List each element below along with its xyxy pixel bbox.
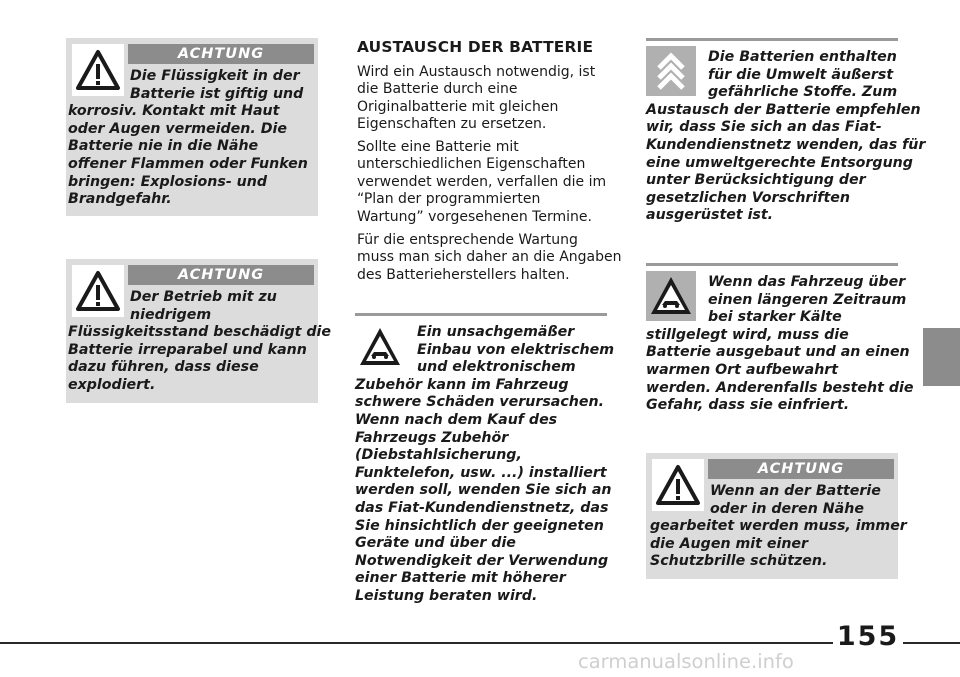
warning-text: Der Betrieb mit zu niedrigem Flüssigkeitsstand beschädigt die Batterie irreparabel und kann dazu führen, dass diese explodiert.: [68, 289, 332, 393]
warning-box-goggles: [646, 453, 907, 579]
warning-box-liquid: [66, 38, 318, 216]
watermark: carmanualsonline.info: [578, 650, 794, 673]
footer-rule: [0, 642, 960, 644]
achtung-badge: ACHTUNG: [708, 459, 894, 479]
warning-box-low-fluid: [66, 259, 332, 403]
achtung-badge: ACHTUNG: [128, 44, 314, 64]
divider: [646, 263, 898, 266]
divider: [355, 313, 607, 316]
accessory-note-text: Ein unsachgemäßer Einbau von elektrischem und elektronischem Zubehör kann im Fahrzeug schwere Schäden verursachen. Wenn nach dem Kauf des Fahrzeugs Zubehör (Diebstahlsicherung, Funktelefon, usw. ...) installiert werden soll, wenden Sie sich an das Fiat-Kundendienstnetz, das Sie hinsichtlich der geeigneten Geräte und über die Notwendigkeit der Verwendung einer Batterie mit höherer Leistung beraten wird.: [355, 324, 615, 604]
paragraph-1: Wird ein Austausch notwendig, ist die Batterie durch eine Originalbatterie mit gleichen Eigenschaften zu ersetzen.: [357, 64, 596, 133]
page-number: 155: [833, 622, 903, 652]
cold-note-text: Wenn das Fahrzeug über einen längeren Zeitraum bei starker Kälte stillgelegt wird, muss die Batterie ausgebaut und an einen warmen Ort aufbewahrt werden. Anderenfalls besteht die Gefahr, dass sie einfriert.: [646, 274, 914, 414]
paragraph-3: Für die entsprechende Wartung muss man sich daher an die Angaben des Batterieherstellers halten.: [357, 232, 622, 283]
achtung-badge: ACHTUNG: [128, 265, 314, 285]
warning-text: Die Flüssigkeit in der Batterie ist giftig und korrosiv. Kontakt mit Haut oder Augen vermeiden. Die Batterie nie in die Nähe offener Flammen oder Funken bringen: Explosions- und Brandgefahr.: [68, 68, 308, 208]
warning-text: Wenn an der Batterie oder in deren Nähe gearbeitet werden muss, immer die Augen mit einer Schutzbrille schützen.: [650, 483, 907, 570]
section-tab-marker: [923, 328, 960, 386]
paragraph-2: Sollte eine Batterie mit unterschiedlichen Eigenschaften verwendet werden, verfallen die im “Plan der programmierten Wartung” vorgesehenen Termine.: [357, 139, 607, 225]
environment-note-text: Die Batterien enthalten für die Umwelt äußerst gefährliche Stoffe. Zum Austausch der Batterie empfehlen wir, dass Sie sich an das Fiat- Kundendienstnetz wenden, das für eine umweltgerechte Entsorgung unter Berücksichtigung der gesetzlichen Vorschriften ausgerüstet ist.: [646, 49, 926, 224]
divider: [646, 38, 898, 41]
section-heading: AUSTAUSCH DER BATTERIE: [357, 38, 594, 56]
